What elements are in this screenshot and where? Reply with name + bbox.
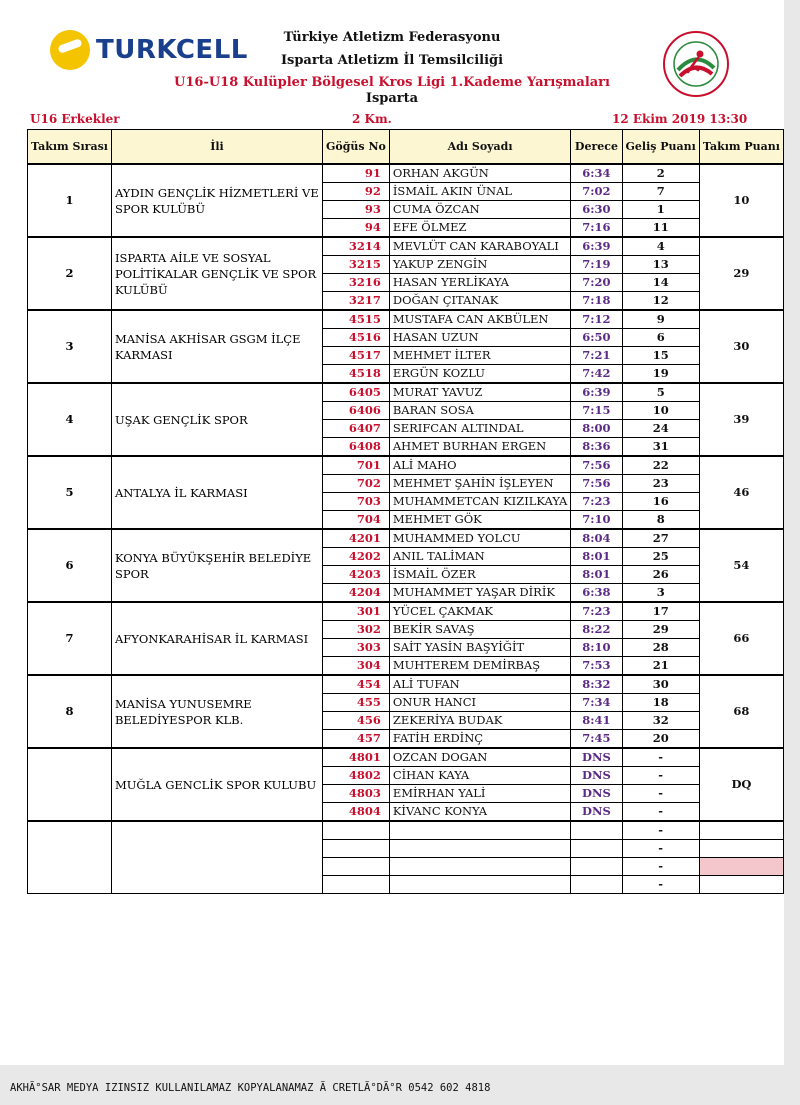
club-name: UŞAK GENÇLİK SPOR [111,383,322,456]
place-points: 31 [622,438,699,457]
finish-time: 8:41 [571,712,622,730]
place-points: 21 [622,657,699,676]
bib-number: 4203 [323,566,390,584]
finish-time: 8:10 [571,639,622,657]
datetime-label: 12 Ekim 2019 13:30 [612,112,748,126]
club-name: ISPARTA AİLE VE SOSYAL POLİTİKALAR GENÇLİK VE SPOR KULÜBÜ [111,237,322,310]
finish-time: 7:23 [571,602,622,621]
athlete-name: MEVLÜT CAN KARABOYALI [389,237,571,256]
finish-time: DNS [571,767,622,785]
col-province: İli [111,130,322,165]
col-time: Derece [571,130,622,165]
team-points: 39 [699,383,783,456]
bib-number: 4803 [323,785,390,803]
table-row [28,456,784,475]
finish-time [571,821,622,840]
finish-time: 7:19 [571,256,622,274]
finish-time: 7:20 [571,274,622,292]
athlete-name: İSMAİL ÖZER [389,566,571,584]
place-points: 11 [622,219,699,238]
bib-number: 304 [323,657,390,676]
bib-number: 92 [323,183,390,201]
team-points: 68 [699,675,783,748]
bib-number: 94 [323,219,390,238]
athlete-name: ZEKERİYA BUDAK [389,712,571,730]
athlete-name: MURAT YAVUZ [389,383,571,402]
athlete-name: İSMAİL AKIN ÜNAL [389,183,571,201]
bib-number: 302 [323,621,390,639]
place-points: 8 [622,511,699,530]
finish-time: 7:21 [571,347,622,365]
table-row [28,529,784,548]
team-points: 46 [699,456,783,529]
results-body [28,164,784,894]
federation-title: Türkiye Atletizm Federasyonu [283,30,501,45]
team-rank: 6 [28,529,112,602]
place-points: 10 [622,402,699,420]
table-row [28,310,784,329]
athlete-name: DOĞAN ÇITANAK [389,292,571,311]
place-points: 13 [622,256,699,274]
finish-time [571,840,622,858]
team-points: DQ [699,748,783,821]
finish-time: 8:22 [571,621,622,639]
finish-time: DNS [571,785,622,803]
bib-number: 704 [323,511,390,530]
bib-number: 701 [323,456,390,475]
table-header-row [28,130,784,165]
bib-number [323,876,390,894]
bib-number: 301 [323,602,390,621]
place-points: - [622,858,699,876]
bib-number: 6405 [323,383,390,402]
finish-time: 8:00 [571,420,622,438]
finish-time: 7:10 [571,511,622,530]
place-points: 17 [622,602,699,621]
finish-time: 8:04 [571,529,622,548]
athlete-name: MUHTEREM DEMİRBAŞ [389,657,571,676]
athlete-name: MEHMET ŞAHİN İŞLEYEN [389,475,571,493]
bib-number: 703 [323,493,390,511]
bib-number: 303 [323,639,390,657]
finish-time: 6:50 [571,329,622,347]
city-title: Isparta [365,91,419,106]
table-row [28,383,784,402]
finish-time [571,858,622,876]
athlete-name: MEHMET GÖK [389,511,571,530]
team-points: 66 [699,602,783,675]
office-title: Isparta Atletizm İl Temsilciliği [280,53,504,68]
finish-time: 6:39 [571,237,622,256]
finish-time: 8:01 [571,548,622,566]
team-points: 54 [699,529,783,602]
bib-number: 4516 [323,329,390,347]
athlete-name: FATİH ERDİNÇ [389,730,571,749]
finish-time: 8:36 [571,438,622,457]
team-rank: 1 [28,164,112,237]
bib-number: 6407 [323,420,390,438]
team-rank: 7 [28,602,112,675]
bib-number [323,821,390,840]
table-row [28,748,784,767]
bib-number: 93 [323,201,390,219]
place-points: 27 [622,529,699,548]
col-place-points: Geliş Puanı [622,130,699,165]
place-points: 22 [622,456,699,475]
place-points: - [622,767,699,785]
club-name: MANİSA AKHİSAR GSGM İLÇE KARMASI [111,310,322,383]
finish-time: 6:34 [571,164,622,183]
bib-number: 4801 [323,748,390,767]
place-points: - [622,748,699,767]
place-points: 30 [622,675,699,694]
athlete-name: MEHMET İLTER [389,347,571,365]
place-points: 14 [622,274,699,292]
event-title: U16-U18 Kulüpler Bölgesel Kros Ligi 1.Kademe Yarışmaları [174,75,610,90]
bib-number: 6408 [323,438,390,457]
finish-time: 8:32 [571,675,622,694]
table-row [28,675,784,694]
athlete-name: HASAN UZUN [389,329,571,347]
athlete-name: MUSTAFA CAN AKBÜLEN [389,310,571,329]
athlete-name: ONUR HANCI [389,694,571,712]
team-rank [28,748,112,821]
highlighted-cell [699,858,783,876]
athlete-name: YÜCEL ÇAKMAK [389,602,571,621]
finish-time: 6:38 [571,584,622,603]
place-points: 26 [622,566,699,584]
club-name: AFYONKARAHİSAR İL KARMASI [111,602,322,675]
team-rank: 5 [28,456,112,529]
col-team-rank: Takım Sırası [28,130,112,165]
team-points: 10 [699,164,783,237]
place-points: 19 [622,365,699,384]
place-points: 25 [622,548,699,566]
place-points: 15 [622,347,699,365]
place-points: 28 [622,639,699,657]
athlete-name: ORHAN AKGÜN [389,164,571,183]
athlete-name: SERIFCAN ALTINDAL [389,420,571,438]
place-points: 4 [622,237,699,256]
team-points-cell [699,821,783,840]
athlete-name: HASAN YERLİKAYA [389,274,571,292]
bib-number: 702 [323,475,390,493]
bib-number: 6406 [323,402,390,420]
team-rank: 8 [28,675,112,748]
finish-time: DNS [571,803,622,822]
col-bib: Göğüs No [323,130,390,165]
athlete-name: ANIL TALİMAN [389,548,571,566]
place-points: 7 [622,183,699,201]
bib-number [323,858,390,876]
place-points: 24 [622,420,699,438]
watermark-footer: AKHÃ°SAR MEDYA IZINSIZ KULLANILAMAZ KOPYALANAMAZ Ã CRETLÃ°DÃ°R 0542 602 4818 [10,1082,491,1094]
club-name: ANTALYA İL KARMASI [111,456,322,529]
athlete-name: AHMET BURHAN ERGEN [389,438,571,457]
finish-time: 7:18 [571,292,622,311]
place-points: - [622,876,699,894]
athlete-name: SAİT YASİN BAŞYİĞİT [389,639,571,657]
finish-time: 8:01 [571,566,622,584]
team-points-cell [699,840,783,858]
bib-number: 455 [323,694,390,712]
club-name: MANİSA YUNUSEMRE BELEDİYESPOR KLB. [111,675,322,748]
bib-number: 3217 [323,292,390,311]
finish-time: 6:39 [571,383,622,402]
athlete-name: ERGÜN KOZLU [389,365,571,384]
club-name [111,821,322,894]
bib-number: 4518 [323,365,390,384]
athlete-name: ALİ TUFAN [389,675,571,694]
finish-time: 7:56 [571,456,622,475]
bib-number: 4802 [323,767,390,785]
athlete-name: MUHAMMETCAN KIZILKAYA [389,493,571,511]
bib-number: 3214 [323,237,390,256]
finish-time: 7:02 [571,183,622,201]
athlete-name: ALİ MAHO [389,456,571,475]
place-points: 1 [622,201,699,219]
athlete-name: CİHAN KAYA [389,767,571,785]
category-label: U16 Erkekler [30,112,120,126]
club-name: KONYA BÜYÜKŞEHİR BELEDİYE SPOR [111,529,322,602]
bib-number: 4204 [323,584,390,603]
team-points: 29 [699,237,783,310]
athlete-name [389,876,571,894]
finish-time: 7:53 [571,657,622,676]
bib-number [323,840,390,858]
place-points: 2 [622,164,699,183]
bib-number: 4515 [323,310,390,329]
finish-time: 7:56 [571,475,622,493]
finish-time: 7:15 [571,402,622,420]
team-points: 30 [699,310,783,383]
team-rank: 3 [28,310,112,383]
place-points: 16 [622,493,699,511]
table-row [28,237,784,256]
bib-number: 3216 [323,274,390,292]
finish-time: 7:34 [571,694,622,712]
athlete-name [389,858,571,876]
bib-number: 454 [323,675,390,694]
bib-number: 4804 [323,803,390,822]
athlete-name: BEKİR SAVAŞ [389,621,571,639]
finish-time: 7:23 [571,493,622,511]
finish-time: 7:42 [571,365,622,384]
athlete-name: OZCAN DOGAN [389,748,571,767]
club-name: AYDIN GENÇLİK HİZMETLERİ VE SPOR KULÜBÜ [111,164,322,237]
bib-number: 457 [323,730,390,749]
col-name: Adı Soyadı [389,130,571,165]
place-points: 18 [622,694,699,712]
finish-time: 7:12 [571,310,622,329]
bib-number: 4517 [323,347,390,365]
place-points: 6 [622,329,699,347]
table-row [28,602,784,621]
place-points: 5 [622,383,699,402]
bib-number: 3215 [323,256,390,274]
table-row [28,164,784,183]
athlete-name: EFE ÖLMEZ [389,219,571,238]
athlete-name: MUHAMMED YOLCU [389,529,571,548]
place-points: 23 [622,475,699,493]
place-points: - [622,821,699,840]
distance-label: 2 Km. [352,112,392,126]
brand-name: TURKCELL [96,35,248,65]
athlete-name: YAKUP ZENGİN [389,256,571,274]
team-points-cell [699,876,783,894]
table-row [28,821,784,840]
athlete-name: KİVANC KONYA [389,803,571,822]
finish-time: DNS [571,748,622,767]
athlete-name: EMİRHAN YALİ [389,785,571,803]
team-rank [28,821,112,894]
finish-time: 6:30 [571,201,622,219]
team-rank: 2 [28,237,112,310]
team-rank: 4 [28,383,112,456]
athlete-name [389,821,571,840]
bib-number: 4201 [323,529,390,548]
athlete-name: CUMA ÖZCAN [389,201,571,219]
place-points: - [622,803,699,822]
place-points: 20 [622,730,699,749]
place-points: 3 [622,584,699,603]
finish-time [571,876,622,894]
place-points: - [622,840,699,858]
club-name: MUĞLA GENCLİK SPOR KULUBU [111,748,322,821]
bib-number: 456 [323,712,390,730]
athlete-name [389,840,571,858]
results-table [27,129,784,894]
athlete-name: MUHAMMET YAŞAR DİRİK [389,584,571,603]
place-points: 32 [622,712,699,730]
finish-time: 7:45 [571,730,622,749]
place-points: - [622,785,699,803]
finish-time: 7:16 [571,219,622,238]
bib-number: 91 [323,164,390,183]
place-points: 29 [622,621,699,639]
bib-number: 4202 [323,548,390,566]
place-points: 12 [622,292,699,311]
col-team-points: Takım Puanı [699,130,783,165]
place-points: 9 [622,310,699,329]
athlete-name: BARAN SOSA [389,402,571,420]
